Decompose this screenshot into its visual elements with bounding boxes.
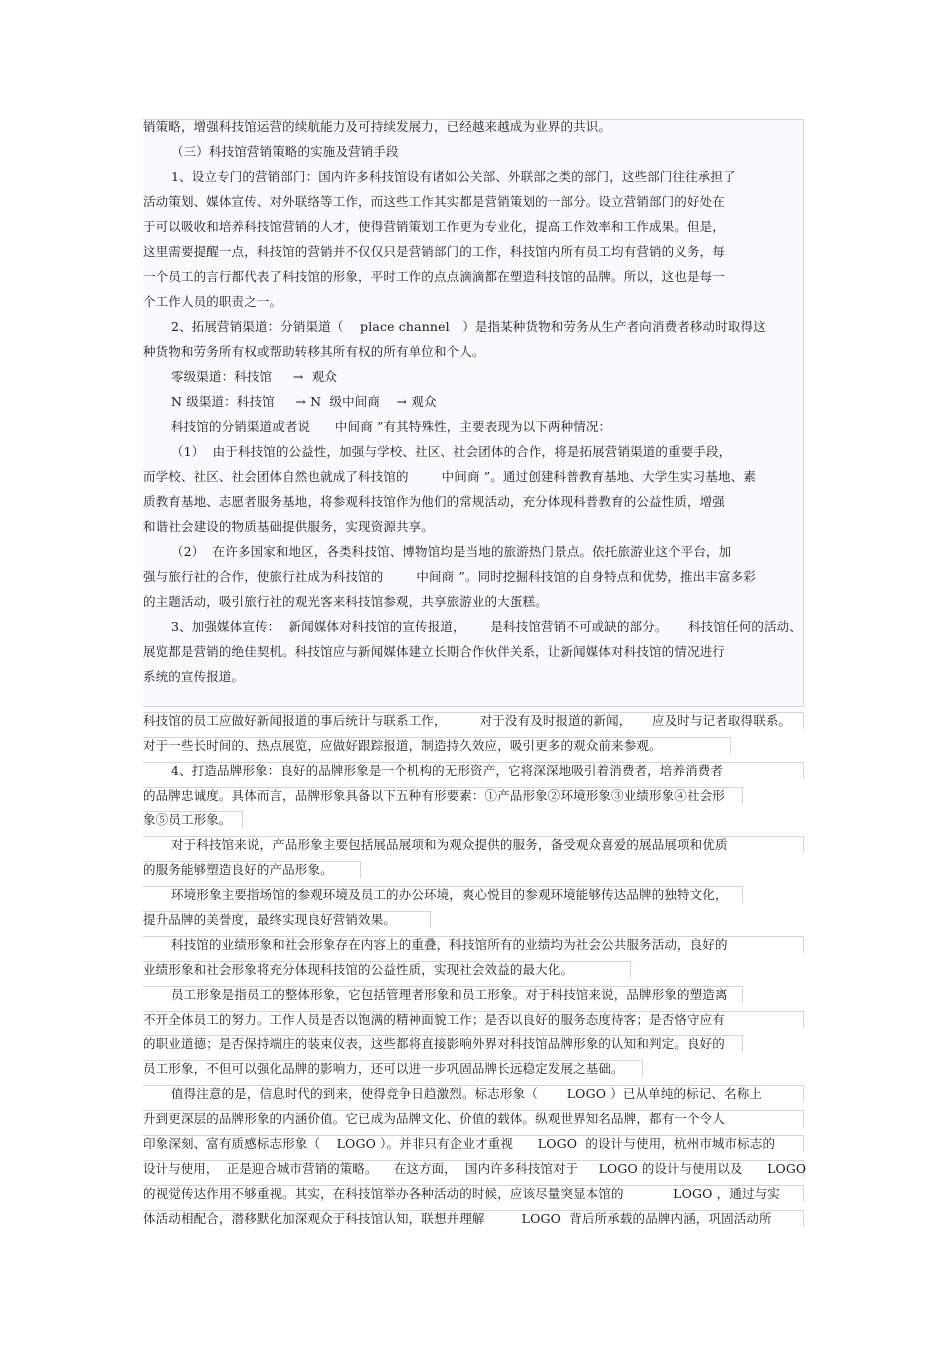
text-line: 这里需要提醒一点，科技馆的营销并不仅仅只是营销部门的工作，科技馆内所有员工均有营销的义务，每 [143,244,725,259]
text-line: 强与旅行社的合作，使旅行社成为科技馆的 中间商 ”。同时挖掘科技馆的自身特点和优势，推出丰富多彩 [143,569,756,584]
text-line: 展览都是营销的绝佳契机。科技馆应与新闻媒体建立长期合作伙伴关系，让新闻媒体对科技馆的情况进行 [143,644,725,659]
text-line: 对于一些长时间的、热点展览，应做好跟踪报道，制造持久效应，吸引更多的观众前来参观。 [143,738,662,753]
text-line: 4、打造品牌形象：良好的品牌形象是一个机构的无形资产，它将深深地吸引着消费者，培养消费者 [171,763,724,778]
text-line: 升到更深层的品牌形象的内涵价值。它已成为品牌文化、价值的载体。纵观世界知名品牌，都有一个令人 [143,1111,725,1126]
text-line: 销策略，增强科技馆运营的续航能力及可持续发展力，已经越来越成为业界的共识。 [143,119,612,134]
text-line: 和谐社会建设的物质基础提供服务，实现资源共享。 [143,519,434,534]
text-line: 一个员工的言行都代表了科技馆的形象，平时工作的点点滴滴都在塑造科技馆的品牌。所以，这也是每一 [143,269,725,284]
text-line: 的视觉传达作用不够重视。其实，在科技馆举办各种活动的时候，应该尽量突显本馆的 LOGO ，通过与实 [143,1186,780,1201]
text-line: 不开全体员工的努力。工作人员是否以饱满的精神面貌工作；是否以良好的服务态度待客；是否恪守应有 [143,1012,725,1027]
text-line: 科技馆的员工应做好新闻报道的事后统计与联系工作， 对于没有及时报道的新闻， 应及时与记者取得联系。 [143,713,792,728]
text-line: 质教育基地、志愿者服务基地，将参观科技馆作为他们的常规活动，充分体现科普教育的公益性质，增强 [143,494,725,509]
text-line: 员工形象是指员工的整体形象，它包括管理者形象和员工形象。对于科技馆来说，品牌形象的塑造离 [171,987,728,1002]
text-line: N 级渠道：科技馆 → N 级中间商 → 观众 [171,394,437,409]
text-line: 的服务能够塑造良好的产品形象。 [143,862,333,877]
text-line: （1） 由于科技馆的公益性，加强与学校、社区、社会团体的合作，将是拓展营销渠道的重要手段， [171,444,732,459]
text-line: 体活动相配合，潜移默化加深观众于科技馆认知，联想并理解 LOGO 背后所承载的品牌内涵，巩固活动所 [143,1211,772,1226]
text-line: 零级渠道：科技馆 → 观众 [171,369,337,384]
text-line: 系统的宣传报道。 [143,669,245,684]
text-line: 2、拓展营销渠道：分销渠道（ place channel ）是指某种货物和劳务从生产者向消费者移动时取得这 [171,319,766,334]
text-line: （2） 在许多国家和地区，各类科技馆、博物馆均是当地的旅游热门景点。依托旅游业这个平台，加 [171,544,732,559]
text-line: 1、设立专门的营销部门：国内许多科技馆设有诸如公关部、外联部之类的部门，这些部门往往承担了 [171,169,736,184]
text-line: 活动策划、媒体宣传、对外联络等工作，而这些工作其实都是营销策划的一部分。设立营销部门的好处在 [143,194,725,209]
text-line: 设计与使用， 正是迎合城市营销的策略。 在这方面， 国内许多科技馆对于 LOGO 的设计与使用以及 LOGO [143,1161,807,1176]
text-line: 值得注意的是，信息时代的到来，使得竞争日趋激烈。标志形象（ LOGO ）已从单纯的标记、名称上 [171,1086,763,1101]
text-line: 象⑤员工形象。 [143,812,232,827]
text-line: 的主题活动，吸引旅行社的观光客来科技馆参观，共享旅游业的大蛋糕。 [143,594,548,609]
text-line: 印象深刻、富有质感标志形象（ LOGO ）。并非只有企业才重视 LOGO 的设计与使用，杭州市城市标志的 [143,1136,776,1151]
text-line: 种货物和劳务所有权或帮助转移其所有权的所有单位和个人。 [143,344,485,359]
text-line: 环境形象主要指场馆的参观环境及员工的办公环境，爽心悦目的参观环境能够传达品牌的独特文化， [171,887,728,902]
text-line: 员工形象，不但可以强化品牌的影响力，还可以进一步巩固品牌长远稳定发展之基础。 [143,1061,624,1076]
text-line: 对于科技馆来说，产品形象主要包括展品展项和为观众提供的服务，备受观众喜爱的展品展项和优质 [171,837,728,852]
text-line: 提升品牌的美誉度，最终实现良好营销效果。 [143,912,397,927]
text-line: 个工作人员的职责之一。 [143,294,283,309]
text-line: 科技馆的分销渠道或者说 中间商 ”有其特殊性，主要表现为以下两种情况： [171,419,612,434]
section-heading: （三）科技馆营销策略的实施及营销手段 [171,144,399,159]
text-line: 3、加强媒体宣传： 新闻媒体对科技馆的宣传报道， 是科技馆营销不可或缺的部分。 科技馆任何的活动、 [171,619,802,634]
text-line: 的品牌忠诚度。具体而言，品牌形象具备以下五种有形要素：①产品形象②环境形象③业绩形象④社会形 [143,788,725,803]
text-line: 的职业道德；是否保持端庄的装束仪表，这些都将直接影响外界对科技馆品牌形象的认知和判定。良好的 [143,1036,725,1051]
text-line: 业绩形象和社会形象将充分体现科技馆的公益性质，实现社会效益的最大化。 [143,962,574,977]
text-line: 科技馆的业绩形象和社会形象存在内容上的重叠，科技馆所有的业绩均为社会公共服务活动，良好的 [171,937,728,952]
text-line: 而学校、社区、社会团体自然也就成了科技馆的 中间商 ”。通过创建科普教育基地、大学生实习基地、素 [143,469,756,484]
text-line: 于可以吸收和培养科技馆营销的人才，使得营销策划工作更为专业化，提高工作效率和工作成果。但是， [143,219,725,234]
